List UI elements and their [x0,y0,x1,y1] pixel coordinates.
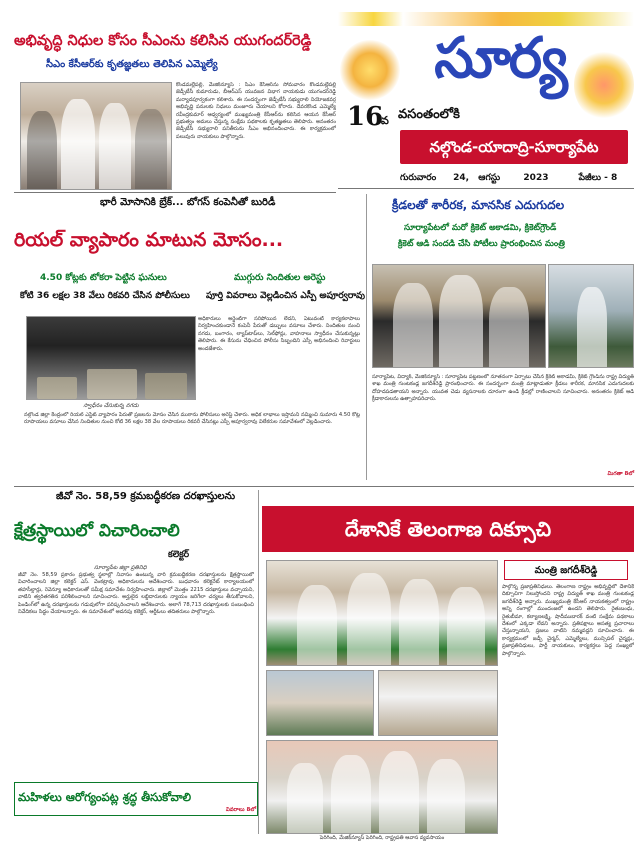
story3-body: సూర్యాపేట, విద్యాక్, మేజిక్‌న్యూస్ : సూర్యాపేట పట్టణంలో నూతనంగా ఏర్పాటు చేసిన క్రికెట్ అకాడమీ, క్రికెట్ గ్రౌండ్‌ను రాష్ట్ర విద్యుత్ శాఖ మంత్రి గుంటకండ్ల జగదీశ్‌రెడ్డి ప్రారంభించారు. ఈ సందర్భంగా మంత్రి మాట్లాడుతూ క్రీడలు శారీరక, మానసిక ఎదుగుదలకు దోహదపడతాయని అన్నారు. యువత చెడు వ్యసనాలకు దూరంగా ఉండి క్రీడల్లో రాణించాలని సూచించారు. అనంతరం క్రికెట్ ఆడి క్రీడాకారులను ఉత్సాహపరిచారు. [372,374,634,403]
story3-photo-cricket [548,264,634,368]
story5-headline[interactable]: మహిళలు ఆరోగ్యంపట్ల శ్రద్ధ తీసుకోవాలి [18,790,192,804]
story3-headline[interactable]: క్రీడలతో శారీరక, మానసిక ఎదుగుదల [392,198,565,212]
story1-divider [14,192,336,193]
masthead-title: సూర్య [434,25,566,91]
story6-photo-felicitation [266,560,498,666]
section-divider [14,486,634,487]
story2-body-b: నల్గొండ జిల్లా కేంద్రంలో రియల్ ఎస్టేట్ వ్యాపారం పేరుతో ప్రజలను మోసం చేసిన ముఠాను పోలీసులు అరెస్ట్ చేశారు. అధిక లాభాలు ఇస్తామని నమ్మించి సుమారు 4.50 కోట్ల రూపాయలు వసూలు చేసిన నిందితుల నుంచి కోటి 36 లక్షల 38 వేల రూపాయలు రికవరీ చేసినట్లు ఎస్పీ అపూర్వరావు విలేకరుల సమావేశంలో వెల్లడించారు. [24,412,360,426]
story2-photo-caption: స్వాధీనం చేసుకున్న నగదు [83,403,139,409]
story4-byline: కలెక్టర్ [168,550,190,560]
story6-photo-caption: పెరిగింది, మేజిక్‌న్యూస్ పెరిగింది, రాష్ట్రపతి ఆవాస వ్యవసాయం [319,835,445,841]
story1-photo [20,82,172,190]
masthead-divider [338,188,634,189]
column-divider-lower [258,490,259,834]
story2-headline[interactable]: రియల్ వ్యాపారం మాటున మోసం... [14,229,284,251]
story1-subhead: సీఎం కేసీఆర్‌కు కృతజ్ఞతలు తెలిపిన ఎమ్మెల్యే [46,59,218,70]
story4-placeline: సూర్యాపేట జిల్లా ప్రతినిధి [94,565,147,571]
story2-subhead-c: కోటి 36 లక్షల 38 వేలు రికవరి చేసిన పోలీసులు [20,291,190,301]
masthead-flower-right-icon [574,50,634,120]
dateline [400,172,634,184]
date-date: 24, [453,173,470,183]
anniversary-suffix: వ [381,114,389,127]
story2-subhead-d: పూర్తి వివరాలు వెల్లడించిన ఎస్పీ అపూర్వరావు [206,291,366,301]
story6-headline[interactable]: దేశానికే తెలంగాణ దిక్సూచి [344,517,552,541]
story6-photo-group [266,740,498,834]
anniversary-number: 16 [347,102,384,132]
story2-photo-cash [26,316,196,400]
masthead-flower-left-icon [340,40,400,100]
story1-body: కొండమల్లేపల్లి, మేజిక్‌న్యూస్ : సీఎం కేసీఆర్‌ను సోమవారం కొండమల్లేపల్లి జెడ్పీటీసీ కుమారుడు, బీఆర్ఎస్ యువజన విభాగ నాయకుడు యుగందర్‌రెడ్డి మర్యాదపూర్వకంగా కలిశారు. ఈ సందర్భంగా జెడ్పీటీసీ సభ్యురాలి నియోజకవర్గ అభివృద్ధి పనులకు నిధులు మంజూరు చేయాలని కోరారు. దేవరకొండ ఎమ్మెల్యే రవీంద్రకుమార్ ఆధ్వర్యంలో ముఖ్యమంత్రి కేసీఆర్‌ను కలిసిన ఆయన కేసీఆర్ ప్రభుత్వం అమలు చేస్తున్న సంక్షేమ పథకాలకు కృతజ్ఞతలు తెలిపారు. అనంతరం జెడ్పీటీసీ సభ్యురాలి పనితీరును సీఎం అభినందించారు. ఈ కార్యక్రమంలో పలువురు నాయకులు పాల్గొన్నారు. [176,82,336,140]
story2-kicker: భారీ మోసానికి బ్రేక్... బోగస్ కంపెనీతో బురిడీ [100,197,276,208]
story3-photo-press [372,264,546,368]
story4-body: జీవో నెం. 58,59 ప్రకారం ప్రభుత్వ స్థలాల్లో నివాసం ఉంటున్న వారి క్రమబద్ధీకరణ దరఖాస్తులను క్షేత్రస్థాయిలో విచారించాలని జిల్లా కలెక్టర్ ఎస్. వెంకట్రావు అధికారులను ఆదేశించారు. బుధవారం కలెక్టరేట్ కార్యాలయంలో తహసీల్దార్లు, రెవెన్యూ అధికారులతో సమీక్ష సమావేశం నిర్వహించారు. జిల్లాలో మొత్తం 2215 దరఖాస్తులు వచ్చాయని, వాటిని త్వరితగతిన పరిశీలించాలని సూచించారు. అర్హులైన లబ్దిదారులకు న్యాయం జరిగేలా చర్యలు తీసుకోవాలని, పెండింగ్‌లో ఉన్న దరఖాస్తులను గడువులోగా పరిష్కరించాలని ఆదేశించారు. అలాగే 78,713 దరఖాస్తులకు సంబంధించి నివేదికలు సిద్ధం చేయాలన్నారు. ఈ సమావేశంలో అదనపు కలెక్టర్, ఆర్డీఓలు తదితరులు పాల్గొన్నారు. [18,572,254,616]
column-divider [366,194,367,480]
story2-subhead-b: ముగ్గురు నిందితుల అరెస్టు [234,273,326,283]
story4-headline[interactable]: క్షేత్రస్థాయిలో విచారించాలి [14,521,180,541]
story4-kicker: జీవో నెం. 58,59 క్రమబద్ధీకరణ దరఖాస్తులను [56,491,236,502]
story2-subhead-a: 4.50 కోట్లకు టోకరా పెట్టిన ఘనులు [40,273,167,283]
story6-body: పాల్గొన్న ప్రజాప్రతినిధులు. తెలంగాణ రాష్ట్రం అభివృద్ధిలో దేశానికే దిక్సూచిగా నిలుస్తోందని రాష్ట్ర విద్యుత్ శాఖ మంత్రి గుంటకండ్ల జగదీశ్‌రెడ్డి అన్నారు. ముఖ్యమంత్రి కేసీఆర్ నాయకత్వంలో రాష్ట్రం అన్ని రంగాల్లో ముందంజలో ఉందని తెలిపారు. రైతుబంధు, రైతుబీమా, కల్యాణలక్ష్మి, షాదీముబారక్ వంటి సంక్షేమ పథకాలు దేశంలో ఎక్కడా లేవని అన్నారు. ప్రతిపక్షాలు అసత్య ప్రచారాలు చేస్తున్నాయని, ప్రజలు వాటిని నమ్మవద్దని సూచించారు. ఈ కార్యక్రమంలో జడ్పీ చైర్మన్, ఎమ్మెల్యేలు, మున్సిపల్ చైర్మన్లు, ప్రజాప్రతినిధులు, పార్టీ నాయకులు, కార్యకర్తలు పెద్ద సంఖ్యలో పాల్గొన్నారు. [502,584,634,657]
story3-subhead-a: సూర్యాపేటలో మరో క్రికెట్ అకాడమి, క్రికెట్‌గ్రౌండ్ [404,223,557,233]
story3-subhead-b: క్రికెట్ ఆడి సందడి చేసి పోటీలు ప్రారంభించిన మంత్రి [398,239,565,249]
story6-byline: మంత్రి జగదీశ్‌రెడ్డి [504,560,628,580]
story5-continued[interactable]: వివరాలు 8లో [225,807,256,813]
date-day: గురువారం [400,173,437,183]
story6-photo-speech [378,670,498,736]
story6-photo-stage [266,670,374,736]
story1-headline[interactable]: అభివృద్ధి నిధుల కోసం సీఎంను కలిసిన యుగందర్‌రెడ్డి [14,33,312,49]
story2-body-a: అధికారులు అర్జెంట్‌గా సరిపోయిన లేదని, ఏటువంటి కార్యకలాపాలు నిర్వహించకుండానే కంపెనీ పేరుతో డబ్బులు వసూలు చేశారు. నిందితుల నుంచి నగదు, బంగారం, ల్యాప్‌టాప్‌లు, సెల్‌ఫోన్లు, వాహనాలు స్వాధీనం చేసుకున్నట్లు తెలిపారు. ఈ కేసును చేధించిన పోలీసు సిబ్బందిని ఎస్పీ అభినందించి రివార్డులు అందజేశారు. [198,316,360,352]
anniversary-text: వసంతంలోకి [398,107,460,122]
page-number: పేజీలు - 8 [578,173,618,183]
story3-continued[interactable]: మిగతా 8లో [607,471,634,477]
edition-name: నల్గొండ-యాదాద్రి-సూర్యాపేట [429,138,599,156]
date-month: ఆగస్టు [478,173,501,183]
date-year: 2023 [523,173,549,183]
